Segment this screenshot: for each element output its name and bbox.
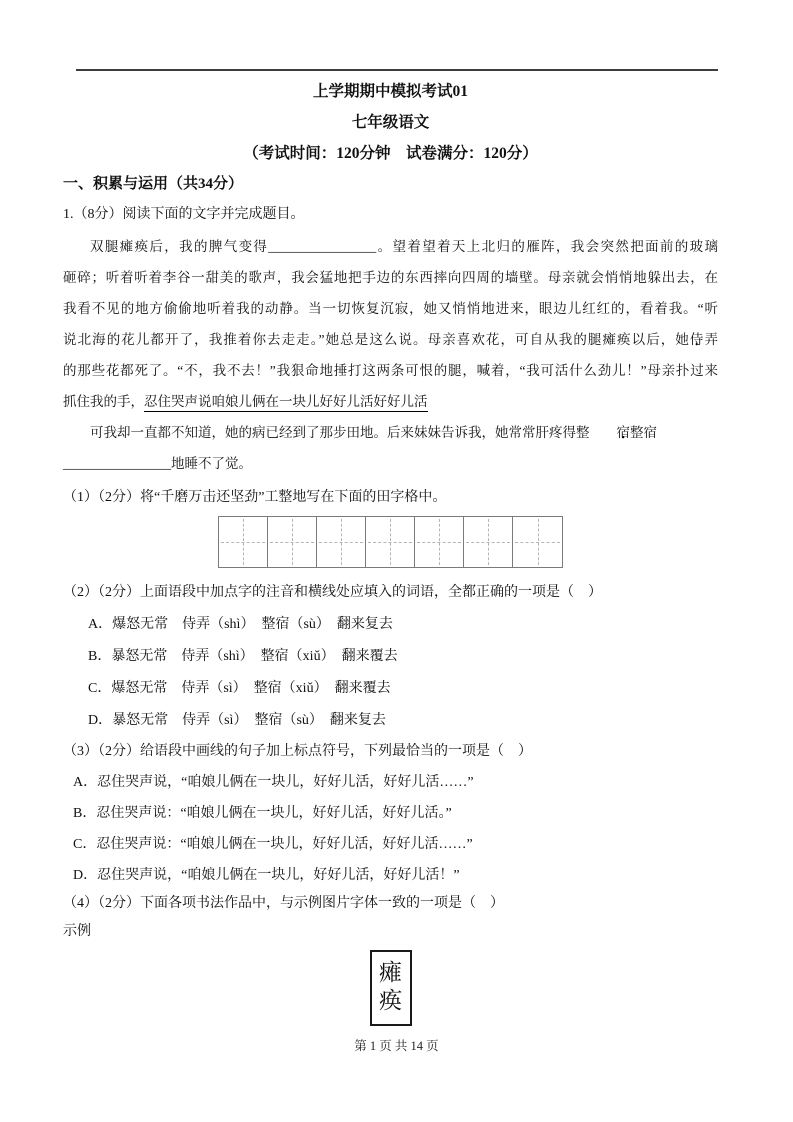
passage-text: ________________地睡不了觉。: [63, 456, 252, 471]
exam-info: （考试时间：120分钟 试卷满分：120分）: [243, 145, 538, 162]
example-character-1: 瘫: [379, 960, 402, 985]
passage-text: 我看不见的地方偷偷地听着我的动静。当一切恢复沉寂，她又悄悄地进来，眼边儿红红的，看着我。“听: [63, 301, 718, 316]
q3-option-b: B．忍住哭声说：“咱娘儿俩在一块儿，好好儿活，好好儿活。”: [73, 806, 452, 821]
passage-text: 抓住我的手，: [63, 394, 144, 409]
exam-title: 上学期期中模拟考试01: [312, 83, 468, 100]
passage-text: 弄: [703, 332, 718, 347]
header-divider: [76, 69, 718, 71]
underlined-sentence: 忍住哭声说咱娘儿俩在一块儿好好儿活好好儿活: [144, 394, 428, 412]
passage-line: [63, 293, 718, 324]
passage-text: 整宿: [630, 425, 657, 440]
tianzige-cell: [415, 517, 464, 567]
reading-passage: [63, 231, 718, 479]
tianzige-cell: [268, 517, 317, 567]
section-1-heading: 一、积累与运用（共34分）: [63, 176, 244, 192]
q3-option-d: D．忍住哭声说，“咱娘儿俩在一块儿，好好儿活，好好儿活！”: [73, 868, 460, 883]
passage-line: [63, 324, 718, 355]
question-1-2-options: [63, 614, 718, 732]
tianzige-grid: [218, 516, 563, 568]
q2-option-c: C．爆怒无常 侍弄（sì） 整宿（xiǔ） 翻来覆去: [88, 681, 391, 696]
passage-line: [63, 417, 718, 448]
passage-text: 砸碎；听着听着李谷一甜美的歌声，我会猛地把手边的东西摔向四周的墙壁。母亲就会悄悄地躲出去，在: [63, 270, 718, 285]
q2-option-a: A．爆怒无常 侍弄（shì） 整宿（sù） 翻来复去: [88, 617, 393, 632]
tianzige-cell: [464, 517, 513, 567]
q3-option-c: C．忍住哭声说：“咱娘儿俩在一块儿，好好儿活，好好儿活……”: [73, 837, 473, 852]
passage-line: [63, 386, 718, 417]
passage-line: [63, 262, 718, 293]
exam-subtitle: 七年级语文: [351, 114, 430, 131]
question-1-3-options: [63, 772, 718, 887]
q2-option-b: B．暴怒无常 侍弄（shì） 整宿（xiǔ） 翻来覆去: [88, 649, 398, 664]
calligraphy-example-box: [370, 950, 412, 1026]
question-1-3-stem: （3）（2分）给语段中画线的句子加上标点符号，下列最恰当的一项是（ ）: [63, 744, 532, 759]
tianzige-cell: [219, 517, 268, 567]
question-1-2-stem: （2）（2分）上面语段中加点字的注音和横线处应填入的词语，全都正确的一项是（ ）: [63, 585, 602, 600]
dotted-char: 宿 •: [590, 417, 631, 448]
passage-text: 可我却一直都不知道，她的病已经到了那步田地。后来妹妹告诉我，她常常肝疼得整: [90, 425, 590, 440]
passage-line: [63, 231, 718, 262]
passage-text: 说北海的花儿都开了，我推着你去走走。”她总是这么说。母亲喜欢花，可自从我的腿瘫痪以后，她: [63, 332, 690, 347]
page-footer: 第 1 页 共 14 页: [354, 1039, 439, 1053]
question-1-1-stem: （1）（2分）将“千磨万击还坚劲”工整地写在下面的田字格中。: [63, 490, 447, 505]
tianzige-cell: [366, 517, 415, 567]
passage-line: [63, 355, 718, 386]
dotted-char: 侍 •: [690, 324, 704, 355]
tianzige-cell: [317, 517, 366, 567]
passage-text: 双腿瘫痪后，我的脾气变得________________。望着望着天上北归的雁阵，我会突然把面前的玻璃: [90, 239, 718, 254]
example-label: 示例: [63, 924, 91, 939]
q3-option-a: A．忍住哭声说，“咱娘儿俩在一块儿，好好儿活，好好儿活……”: [73, 775, 474, 790]
tianzige-cell: [513, 517, 562, 567]
passage-text: 的那些花都死了。“不，我不去！”我狠命地捶打这两条可恨的腿，喊着，“我可活什么劲儿！”母亲扑过来: [63, 363, 718, 378]
example-character-2: 痪: [379, 988, 402, 1013]
question-1-stem: 1.（8分）阅读下面的文字并完成题目。: [63, 207, 305, 222]
q2-option-d: D．暴怒无常 侍弄（sì） 整宿（sù） 翻来复去: [88, 713, 386, 728]
question-1-4-stem: （4）（2分）下面各项书法作品中，与示例图片字体一致的一项是（ ）: [63, 896, 504, 911]
